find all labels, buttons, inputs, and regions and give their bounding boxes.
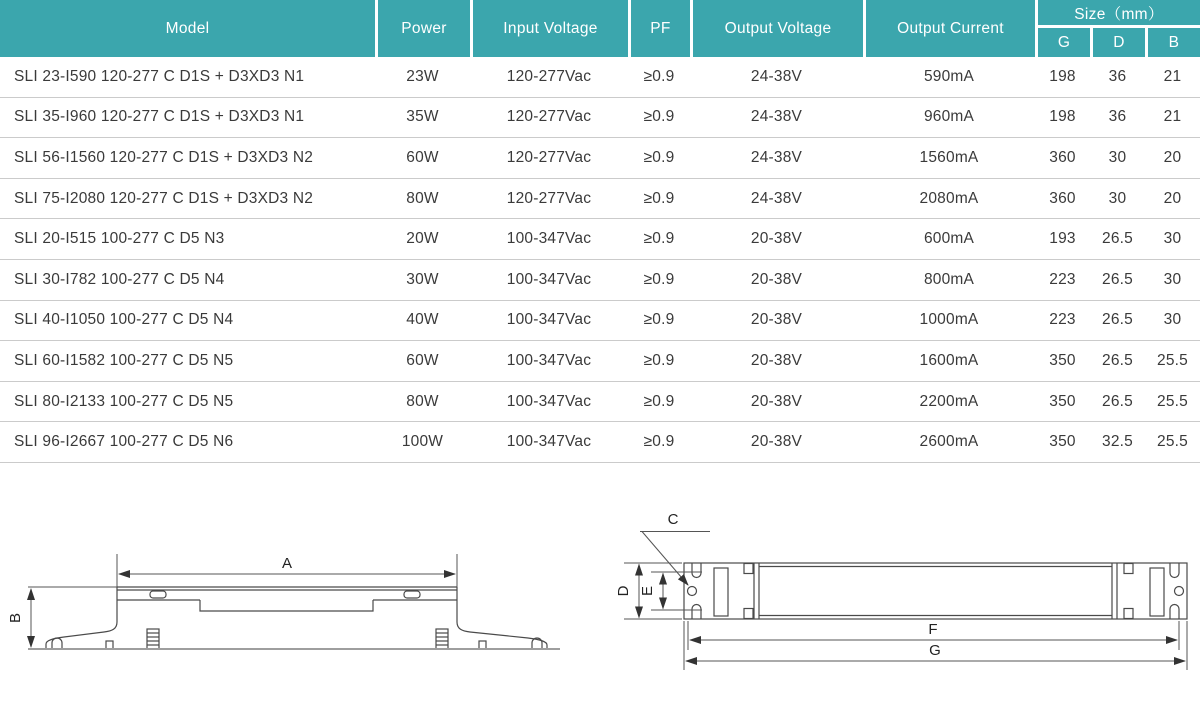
spec-cell: ≥0.9 — [628, 260, 690, 301]
spec-cell: 26.5 — [1090, 341, 1145, 382]
spec-cell: 24-38V — [690, 179, 863, 220]
col-header-power: Power — [375, 0, 470, 57]
spec-cell: 350 — [1035, 341, 1090, 382]
mounting-hole-left — [688, 586, 697, 595]
spec-cell: 36 — [1090, 98, 1145, 139]
spec-cell: 26.5 — [1090, 301, 1145, 342]
flange-right — [457, 622, 547, 649]
spec-cell: 20 — [1145, 179, 1200, 220]
spec-cell: 20-38V — [690, 260, 863, 301]
col-header-output-current: Output Current — [863, 0, 1035, 57]
spec-cell: SLI 23-I590 120-277 C D1S + D3XD3 N1 — [0, 57, 375, 98]
spec-row — [0, 98, 1200, 139]
top-view-drawing — [615, 511, 1187, 670]
spec-cell: 223 — [1035, 260, 1090, 301]
spec-row — [0, 260, 1200, 301]
col-header-size-group: Size（mm） — [1035, 0, 1200, 28]
cutout-left-bottom — [692, 604, 701, 619]
dim-c-leader — [642, 531, 688, 585]
spec-cell: 100-347Vac — [470, 219, 628, 260]
spec-cell: 20-38V — [690, 382, 863, 423]
spec-cell: 25.5 — [1145, 382, 1200, 423]
dim-a-label: A — [281, 554, 293, 572]
spec-cell: 24-38V — [690, 98, 863, 139]
spec-cell: ≥0.9 — [628, 138, 690, 179]
spec-cell: ≥0.9 — [628, 301, 690, 342]
spec-cell: 30 — [1090, 179, 1145, 220]
terminal-block-left — [714, 568, 728, 616]
col-header-size-g: G — [1035, 28, 1090, 57]
spec-cell: 198 — [1035, 98, 1090, 139]
col-header-size-b: B — [1145, 28, 1200, 57]
tab-right-bottom — [1124, 608, 1133, 618]
dim-b-label: B — [7, 612, 24, 623]
spec-cell: 20W — [375, 219, 470, 260]
spec-cell: 40W — [375, 301, 470, 342]
spec-cell: SLI 40-I1050 100-277 C D5 N4 — [0, 301, 375, 342]
spec-cell: 223 — [1035, 301, 1090, 342]
col-header-size-d: D — [1090, 28, 1145, 57]
tab-left-bottom — [744, 608, 753, 618]
spec-cell: 20 — [1145, 138, 1200, 179]
spec-cell: SLI 75-I2080 120-277 C D1S + D3XD3 N2 — [0, 179, 375, 220]
spec-cell: 24-38V — [690, 57, 863, 98]
spec-cell: 30 — [1145, 260, 1200, 301]
cutout-right-bottom — [1170, 604, 1179, 619]
case-slot-right — [404, 591, 420, 598]
spec-cell: 800mA — [863, 260, 1035, 301]
spec-cell: 20-38V — [690, 301, 863, 342]
dim-e-label: E — [639, 585, 656, 596]
spec-cell: 26.5 — [1090, 219, 1145, 260]
spec-cell: 20-38V — [690, 219, 863, 260]
spec-row — [0, 341, 1200, 382]
spec-row — [0, 422, 1200, 463]
tab-right-top — [1124, 563, 1133, 573]
spec-cell: 120-277Vac — [470, 179, 628, 220]
col-header-model: Model — [0, 0, 375, 57]
screw-right — [436, 629, 448, 649]
spec-cell: 960mA — [863, 98, 1035, 139]
dim-f-label: F — [928, 620, 938, 638]
spec-cell: 360 — [1035, 138, 1090, 179]
spec-cell: ≥0.9 — [628, 219, 690, 260]
spec-cell: 30 — [1090, 138, 1145, 179]
dim-d-label: D — [615, 585, 632, 597]
spec-cell: 80W — [375, 382, 470, 423]
spec-cell: 20-38V — [690, 341, 863, 382]
spec-cell: ≥0.9 — [628, 341, 690, 382]
spec-cell: 1560mA — [863, 138, 1035, 179]
spec-cell: 100-347Vac — [470, 382, 628, 423]
spec-row — [0, 57, 1200, 98]
dimension-drawings — [0, 490, 1200, 713]
spec-cell: 2080mA — [863, 179, 1035, 220]
spec-cell: 80W — [375, 179, 470, 220]
spec-cell: ≥0.9 — [628, 179, 690, 220]
spec-cell: 35W — [375, 98, 470, 139]
spec-cell: 350 — [1035, 422, 1090, 463]
spec-cell: 100W — [375, 422, 470, 463]
col-header-output-voltage: Output Voltage — [690, 0, 863, 57]
spec-row — [0, 138, 1200, 179]
spec-cell: 26.5 — [1090, 260, 1145, 301]
spec-cell: 24-38V — [690, 138, 863, 179]
dim-c-label: C — [667, 510, 679, 528]
spec-row — [0, 382, 1200, 423]
spec-cell: 21 — [1145, 57, 1200, 98]
spec-cell: 2600mA — [863, 422, 1035, 463]
spec-cell: 100-347Vac — [470, 422, 628, 463]
spec-cell: 60W — [375, 138, 470, 179]
dim-g-label: G — [929, 641, 941, 659]
spec-cell: SLI 96-I2667 100-277 C D5 N6 — [0, 422, 375, 463]
spec-cell: 350 — [1035, 382, 1090, 423]
spec-cell: SLI 56-I1560 120-277 C D1S + D3XD3 N2 — [0, 138, 375, 179]
spec-cell: 100-347Vac — [470, 260, 628, 301]
spec-table-body — [0, 57, 1200, 463]
spec-cell: SLI 60-I1582 100-277 C D5 N5 — [0, 341, 375, 382]
spec-cell: 590mA — [863, 57, 1035, 98]
terminal-block-right — [1150, 568, 1164, 616]
spec-row — [0, 301, 1200, 342]
spec-cell: ≥0.9 — [628, 98, 690, 139]
spec-table-header — [0, 0, 1200, 57]
spec-cell: 25.5 — [1145, 422, 1200, 463]
spec-cell: ≥0.9 — [628, 422, 690, 463]
notch-right — [479, 641, 486, 649]
spec-cell: 120-277Vac — [470, 98, 628, 139]
spec-cell: 23W — [375, 57, 470, 98]
spec-cell: ≥0.9 — [628, 382, 690, 423]
case-protrusion — [200, 600, 373, 611]
spec-cell: 120-277Vac — [470, 57, 628, 98]
spec-cell: 100-347Vac — [470, 341, 628, 382]
notch-left — [106, 641, 113, 649]
spec-cell: 120-277Vac — [470, 138, 628, 179]
spec-cell: SLI 80-I2133 100-277 C D5 N5 — [0, 382, 375, 423]
spec-cell: 30 — [1145, 301, 1200, 342]
spec-cell: SLI 35-I960 120-277 C D1S + D3XD3 N1 — [0, 98, 375, 139]
spec-cell: 193 — [1035, 219, 1090, 260]
technical-drawing-svg — [0, 490, 1200, 713]
spec-cell: 25.5 — [1145, 341, 1200, 382]
spec-cell: 100-347Vac — [470, 301, 628, 342]
case-slot-left — [150, 591, 166, 598]
spec-row — [0, 219, 1200, 260]
spec-cell: 1600mA — [863, 341, 1035, 382]
tab-left-top — [744, 563, 753, 573]
mounting-hole-right — [1175, 586, 1184, 595]
spec-cell: 360 — [1035, 179, 1090, 220]
spec-cell: 32.5 — [1090, 422, 1145, 463]
spec-cell: 600mA — [863, 219, 1035, 260]
spec-cell: SLI 30-I782 100-277 C D5 N4 — [0, 260, 375, 301]
spec-cell: 198 — [1035, 57, 1090, 98]
side-view-drawing — [7, 554, 560, 649]
col-header-input-voltage: Input Voltage — [470, 0, 628, 57]
spec-cell: ≥0.9 — [628, 57, 690, 98]
cutout-left-top — [692, 563, 701, 578]
screw-left — [147, 629, 159, 649]
spec-cell: 26.5 — [1090, 382, 1145, 423]
spec-cell: 21 — [1145, 98, 1200, 139]
spec-cell: 36 — [1090, 57, 1145, 98]
foot-clip-left — [52, 638, 62, 649]
spec-cell: 1000mA — [863, 301, 1035, 342]
spec-cell: 20-38V — [690, 422, 863, 463]
cutout-right-top — [1170, 563, 1179, 578]
spec-cell: SLI 20-I515 100-277 C D5 N3 — [0, 219, 375, 260]
spec-cell: 30 — [1145, 219, 1200, 260]
spec-row — [0, 179, 1200, 220]
spec-cell: 2200mA — [863, 382, 1035, 423]
spec-cell: 30W — [375, 260, 470, 301]
spec-cell: 60W — [375, 341, 470, 382]
col-header-pf: PF — [628, 0, 690, 57]
